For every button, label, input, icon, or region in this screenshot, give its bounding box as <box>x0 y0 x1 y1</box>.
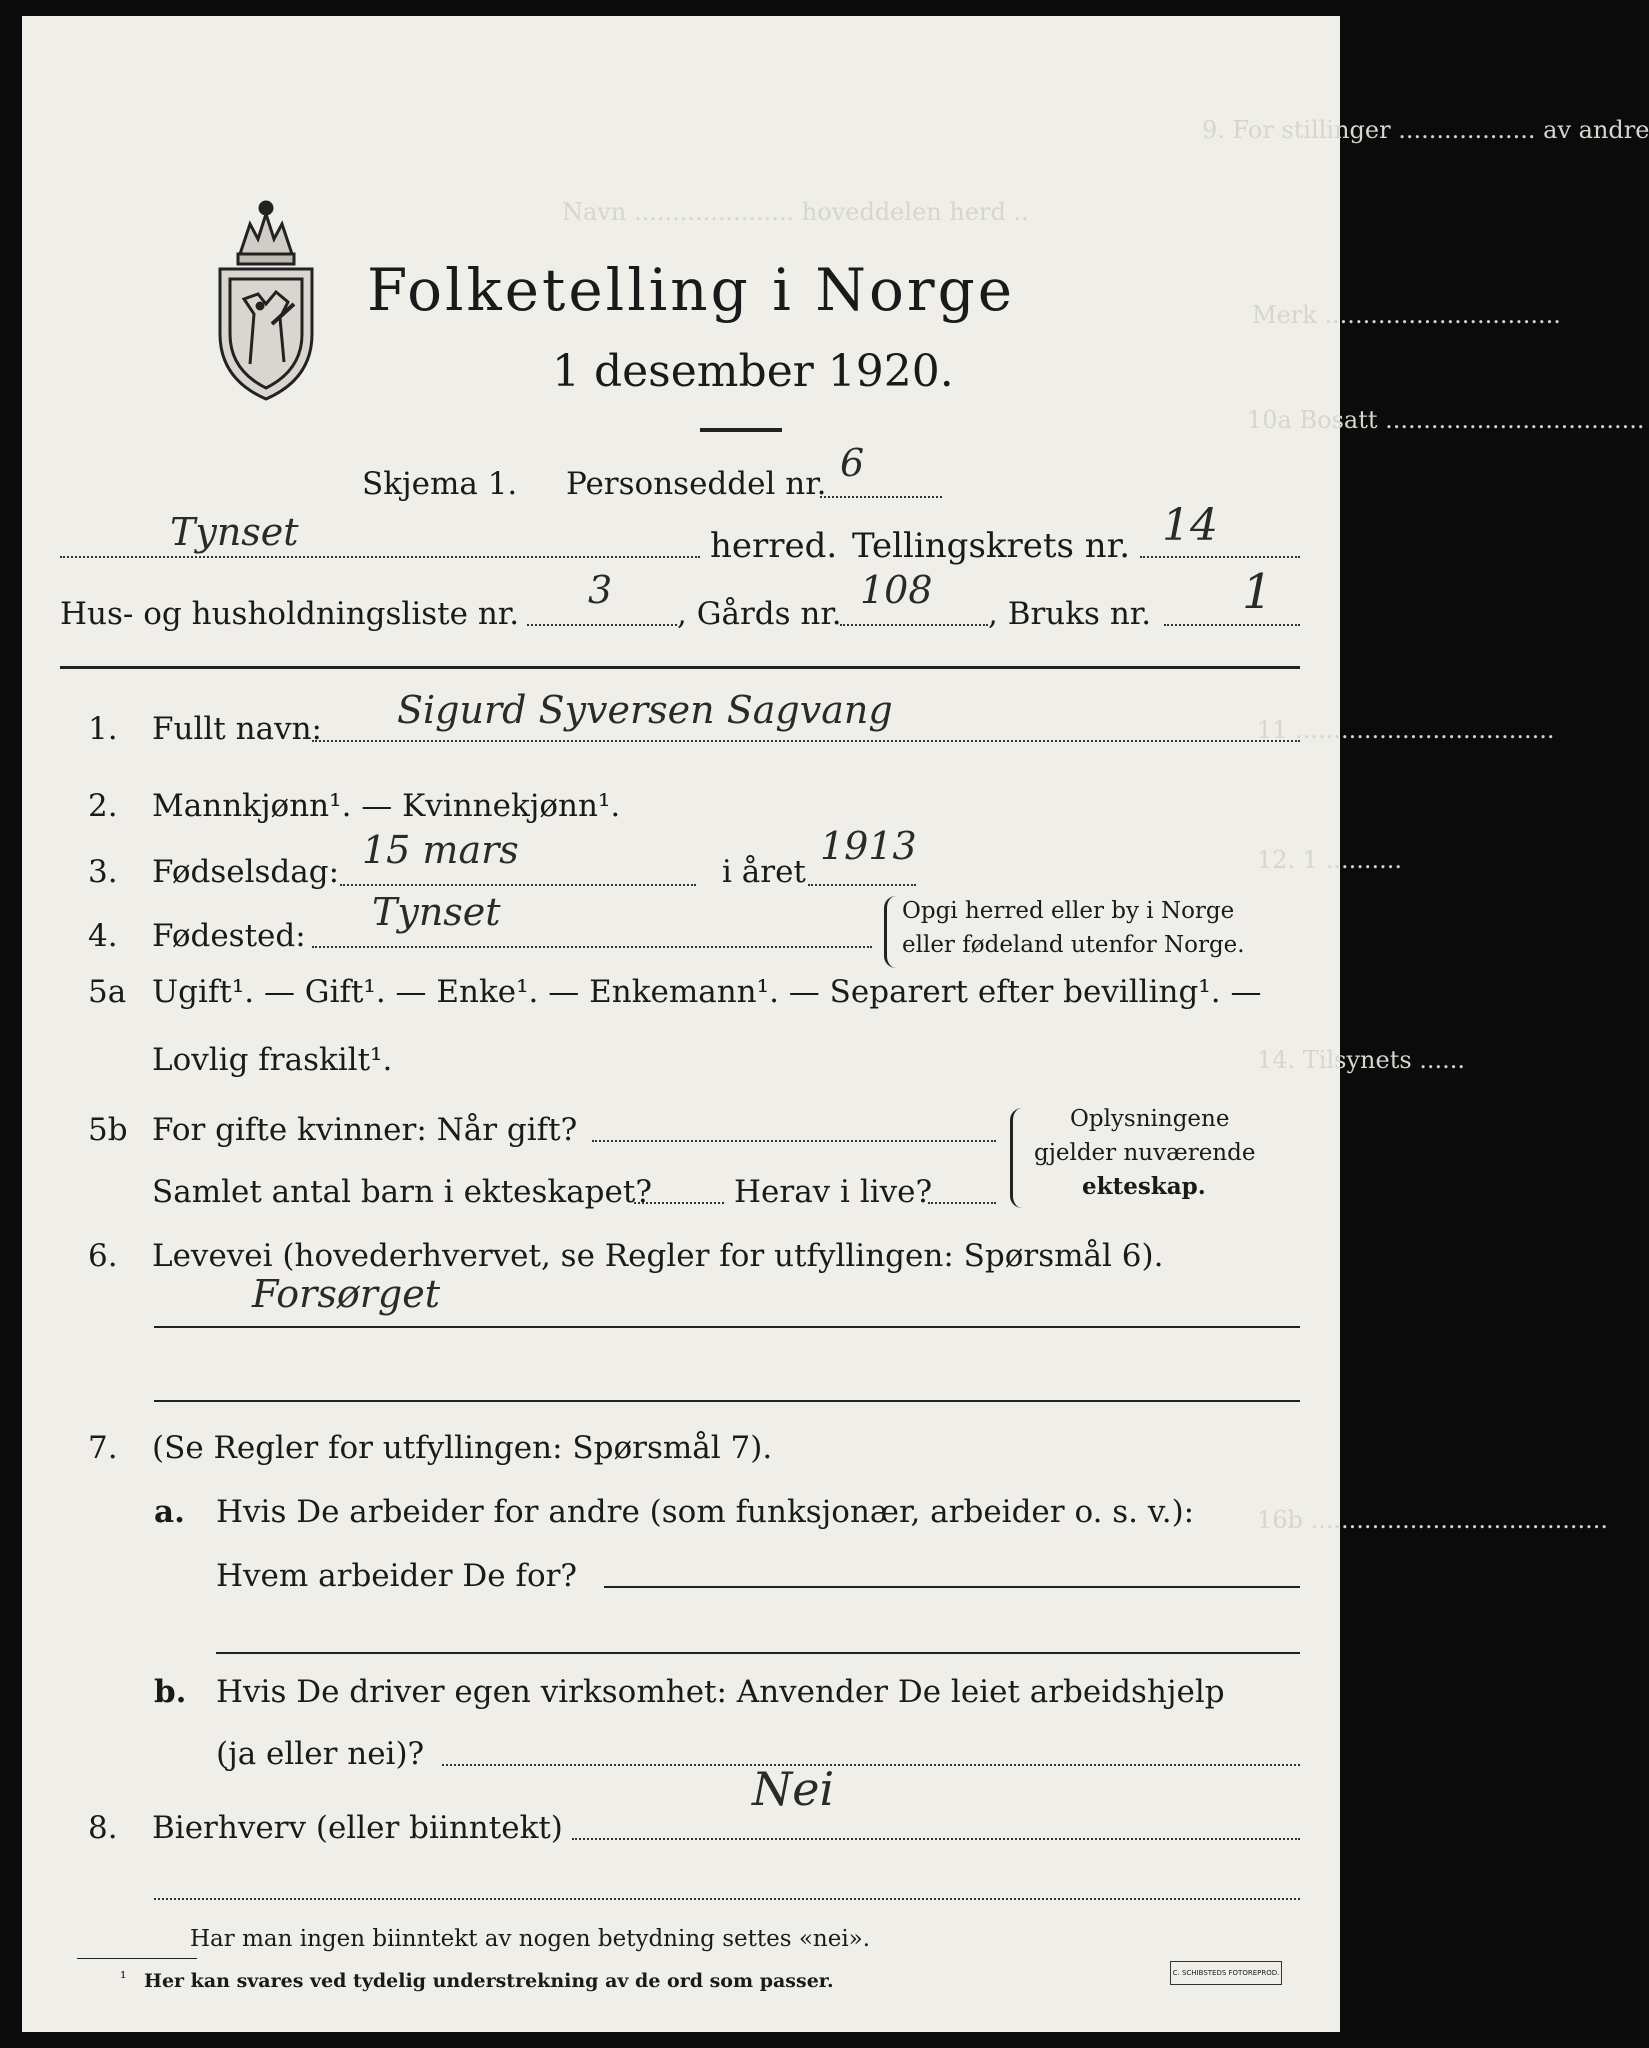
bruks-value[interactable]: 1 <box>1242 564 1273 620</box>
q6-value[interactable]: Forsørget <box>252 1272 440 1316</box>
q5a-number: 5a <box>88 974 127 1010</box>
bleed-line-4: 10a Bosatt .................................. <box>1247 406 1645 434</box>
q3-year-value[interactable]: 1913 <box>820 824 917 868</box>
q2-label[interactable]: Mannkjønn¹. — Kvinnekjønn¹. <box>152 788 621 824</box>
printer-stamp: C. SCHIBSTEDS FOTOREPROD. <box>1170 1961 1282 1985</box>
personseddel-field-line <box>820 496 942 498</box>
q7a-field-line-2 <box>216 1652 1300 1654</box>
bleed-line-6: 12. 1 .......... <box>1257 846 1402 874</box>
q3-label: Fødselsdag: <box>152 854 340 890</box>
bruks-field-line <box>1164 624 1300 626</box>
skjema-label: Skjema 1. <box>362 466 518 502</box>
q4-note-line2: eller fødeland utenfor Norge. <box>902 932 1245 958</box>
husliste-value[interactable]: 3 <box>588 568 613 612</box>
q1-label: Fullt navn: <box>152 711 322 747</box>
q7a-line2: Hvem arbeider De for? <box>216 1558 578 1594</box>
q4-value[interactable]: Tynset <box>372 890 501 934</box>
biinntekt-note: Har man ingen biinntekt av nogen betydning settes «nei». <box>190 1926 871 1952</box>
q5b-note-line3: ekteskap. <box>1082 1173 1206 1200</box>
herred-label: herred. <box>710 526 838 566</box>
q7-label: (Se Regler for utfyllingen: Spørsmål 7). <box>152 1430 773 1466</box>
personseddel-label: Personseddel nr. <box>566 466 827 502</box>
q5b-children-field-line <box>634 1202 724 1204</box>
q4-note-line1: Opgi herred eller by i Norge <box>902 898 1235 924</box>
q5b-children-label: Samlet antal barn i ekteskapet? <box>152 1174 652 1210</box>
q7b-line2: (ja eller nei)? <box>216 1736 425 1772</box>
q6-label: Levevei (hovederhvervet, se Regler for utfyllingen: Spørsmål 6). <box>152 1238 1164 1274</box>
q4-number: 4. <box>88 918 118 954</box>
q2-number: 2. <box>88 788 118 824</box>
census-form-page <box>22 16 1649 2032</box>
q7b-line1: Hvis De driver egen virksomhet: Anvender De leiet arbeidshjelp <box>216 1674 1225 1710</box>
q5b-alive-field-line <box>928 1202 996 1204</box>
q6-field-line-2 <box>154 1400 1300 1402</box>
q7-number: 7. <box>88 1430 118 1466</box>
q3-year-field-line <box>808 884 916 886</box>
bleed-line-3: Merk ............................... <box>1252 301 1561 329</box>
q8-field-line-2 <box>154 1898 1300 1900</box>
form-date: 1 desember 1920. <box>552 346 954 397</box>
bleed-line-2: Navn ..................... hoveddelen herd .. <box>562 198 1029 226</box>
q5b-note-line1: Oplysningene <box>1070 1106 1230 1132</box>
q7b-letter: b. <box>154 1674 187 1710</box>
q8-label: Bierhverv (eller biinntekt) <box>152 1810 563 1846</box>
q7a-letter: a. <box>154 1494 185 1530</box>
husliste-field-line <box>527 624 677 626</box>
footnote-mark: ¹ <box>120 1968 127 1987</box>
gards-label: , Gårds nr. <box>677 596 842 632</box>
tellingskrets-label: Tellingskrets nr. <box>852 526 1131 566</box>
section-divider <box>60 666 1300 669</box>
form-title: Folketelling i Norge <box>367 256 1016 324</box>
husliste-label: Hus- og husholdningsliste nr. <box>60 596 520 632</box>
bleed-line-8: 16b ....................................... <box>1257 1506 1609 1534</box>
q5a-options-line1[interactable]: Ugift¹. — Gift¹. — Enke¹. — Enkemann¹. — Separert efter bevilling¹. — <box>152 974 1262 1010</box>
bleed-line-5: 11 .................................. <box>1257 716 1555 744</box>
personseddel-value[interactable]: 6 <box>840 441 865 485</box>
q3-number: 3. <box>88 854 118 890</box>
q3-day-field-line <box>340 884 696 886</box>
title-rule <box>700 428 782 432</box>
q5a-options-line2[interactable]: Lovlig fraskilt¹. <box>152 1042 393 1078</box>
q7b-field-line <box>442 1764 1300 1766</box>
q1-value[interactable]: Sigurd Syversen Sagvang <box>397 688 893 732</box>
q5b-when-field-line <box>592 1140 996 1142</box>
coat-of-arms-icon <box>210 194 322 404</box>
q5b-note-line2: gjelder nuværende <box>1034 1140 1256 1166</box>
q1-field-line <box>312 740 1300 742</box>
q5b-number: 5b <box>88 1112 128 1148</box>
q5b-line1: For gifte kvinner: Når gift? <box>152 1112 578 1148</box>
bruks-label: , Bruks nr. <box>988 596 1152 632</box>
q4-note-brace <box>884 896 897 968</box>
bleed-line-7: 14. Tilsynets ...... <box>1257 1046 1466 1074</box>
q4-label: Fødested: <box>152 918 306 954</box>
herred-field-line <box>60 556 700 558</box>
q7a-field-line-1 <box>604 1586 1300 1588</box>
q8-field-line <box>572 1838 1300 1840</box>
q5b-note-brace <box>1010 1108 1023 1208</box>
herred-value[interactable]: Tynset <box>170 510 299 554</box>
q1-number: 1. <box>88 711 118 747</box>
bleed-line-1: 9. For stillinger .................. av andre <box>1202 116 1649 144</box>
q8-value[interactable]: Nei <box>752 1762 835 1816</box>
q4-field-line <box>312 946 872 948</box>
tellingskrets-field-line <box>1140 556 1300 558</box>
q5b-alive-label: Herav i live? <box>734 1174 933 1210</box>
gards-field-line <box>840 624 988 626</box>
q3-year-label: i året <box>722 854 806 890</box>
q3-value[interactable]: 15 mars <box>362 828 519 872</box>
tellingskrets-value[interactable]: 14 <box>1162 500 1218 551</box>
q6-number: 6. <box>88 1238 118 1274</box>
q7a-line1: Hvis De arbeider for andre (som funksjonær, arbeider o. s. v.): <box>216 1494 1195 1530</box>
q8-number: 8. <box>88 1810 118 1846</box>
footnote-rule <box>77 1958 197 1959</box>
q6-field-line-1 <box>154 1326 1300 1328</box>
footnote-text: Her kan svares ved tydelig understrekning av de ord som passer. <box>144 1970 834 1992</box>
gards-value[interactable]: 108 <box>860 568 933 612</box>
